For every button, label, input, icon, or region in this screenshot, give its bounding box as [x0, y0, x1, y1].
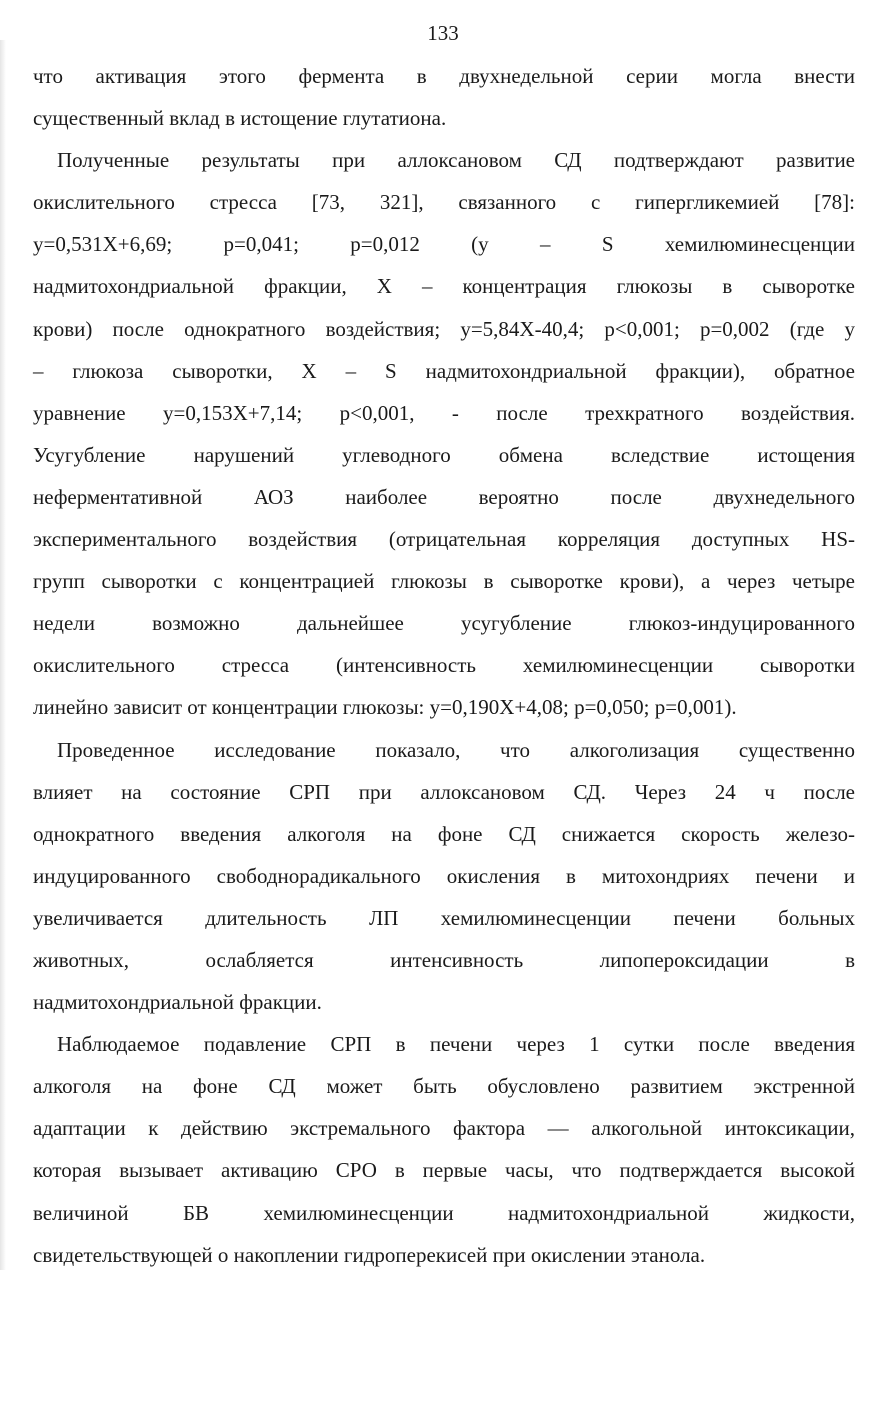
- text-line: окислительного стресса [73, 321], связанного с гипергликемией [78]:: [33, 190, 855, 215]
- text-line: однократного введения алкоголя на фоне СД снижается скорость железо-: [33, 821, 855, 846]
- text-line: y=0,531X+6,69; p=0,041; p=0,012 (y – S хемилюминесценции: [33, 232, 855, 257]
- body-text: [33, 55, 855, 1276]
- text-line: увеличивается длительность ЛП хемилюминесценции печени больных: [33, 905, 855, 930]
- text-line: величиной БВ хемилюминесценции надмитохондриальной жидкости,: [33, 1200, 855, 1225]
- text-line: индуцированного свободнорадикального окисления в митохондриях печени и: [33, 863, 855, 888]
- text-line: что активация этого фермента в двухнедельной серии могла внести: [33, 64, 855, 88]
- text-line: алкоголя на фоне СД может быть обусловлено развитием экстренной: [33, 1074, 855, 1099]
- text-line: Наблюдаемое подавление СРП в печени через 1 сутки после введения: [57, 1032, 855, 1057]
- text-line: окислительного стресса (интенсивность хемилюминесценции сыворотки: [33, 653, 855, 678]
- text-line: неферментативной АОЗ наиболее вероятно после двухнедельного: [33, 484, 855, 509]
- text-line: надмитохондриальной фракции.: [33, 990, 322, 1015]
- text-line: животных, ослабляется интенсивность липопероксидации в: [33, 947, 855, 972]
- text-line: уравнение y=0,153X+7,14; p<0,001, - после трехкратного воздействия.: [33, 400, 855, 425]
- text-line: Полученные результаты при аллоксановом СД подтверждают развитие: [57, 148, 855, 173]
- text-line: адаптации к действию экстремального фактора — алкогольной интоксикации,: [33, 1116, 855, 1141]
- text-line: линейно зависит от концентрации глюкозы: y=0,190X+4,08; p=0,050; p=0,001).: [33, 695, 737, 720]
- page-number: 133: [427, 21, 459, 45]
- text-line: влияет на состояние СРП при аллоксановом СД. Через 24 ч после: [33, 779, 855, 804]
- text-line: надмитохондриальной фракции, X – концентрация глюкозы в сыворотке: [33, 274, 855, 299]
- text-line: групп сыворотки с концентрацией глюкозы в сыворотке крови), а через четыре: [33, 569, 855, 594]
- text-line: Усугубление нарушений углеводного обмена вследствие истощения: [33, 442, 855, 467]
- scan-shadow-edge: [0, 40, 6, 1270]
- text-line: Проведенное исследование показало, что алкоголизация существенно: [57, 737, 855, 762]
- text-line: крови) после однократного воздействия; y=5,84X-40,4; p<0,001; p=0,002 (где y: [33, 316, 855, 341]
- text-line: существенный вклад в истощение глутатиона.: [33, 106, 447, 131]
- text-line: – глюкоза сыворотки, X – S надмитохондриальной фракции), обратное: [33, 358, 855, 383]
- text-line: экспериментального воздействия (отрицательная корреляция доступных HS-: [33, 527, 855, 552]
- text-line: недели возможно дальнейшее усугубление глюкоз-индуцированного: [33, 611, 855, 636]
- text-line: свидетельствующей о накоплении гидроперекисей при окислении этанола.: [33, 1242, 706, 1267]
- text-line: которая вызывает активацию СРО в первые часы, что подтверждается высокой: [33, 1158, 855, 1183]
